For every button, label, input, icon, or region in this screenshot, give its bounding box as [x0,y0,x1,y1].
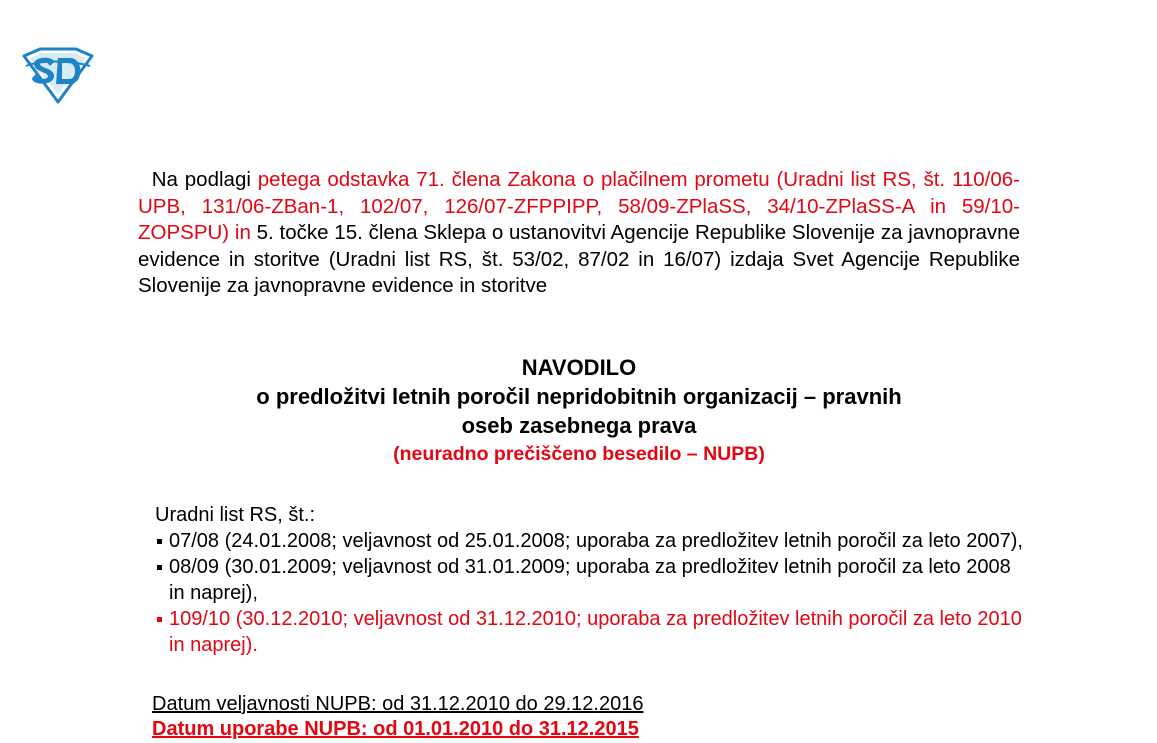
reference-item-text: 109/10 (30.12.2010; veljavnost od 31.12.2010; uporaba za predložitev letnih poročil za leto 2010 in naprej). [169,608,1022,656]
title-line-2: o predložitvi letnih poročil nepridobitnih organizacij – pravnih [256,384,902,409]
bullet-icon [157,539,162,544]
reference-item [155,528,1025,554]
references-list [155,528,1025,658]
usage-date: Datum uporabe NUPB: od 01.01.2010 do 31.12.2015 [152,718,639,740]
bullet-icon [157,617,162,622]
title-line-3: oseb zasebnega prava [461,413,697,438]
intro-paragraph [138,167,1020,300]
sd-logo-icon [20,46,96,106]
validity-date: Datum veljavnosti NUPB: od 31.12.2010 do 29.12.2016 [152,693,644,715]
document-title [138,354,1020,468]
reference-item-text: 08/09 (30.01.2009; veljavnost od 31.01.2009; uporaba za predložitev letnih poročil za leto 2008 in naprej), [169,556,1011,604]
title-subtitle: (neuradno prečiščeno besedilo – NUPB) [393,443,765,465]
dates-section [152,692,643,742]
intro-text-end: 5. točke 15. člena Sklepa o ustanovitvi Agencije Republike Slovenije za javnopravne evidence in storitve (Uradni list RS, št. 53/02, 87/02 in 16/07) izdaja Svet Agencije Republike Slovenije za javnopravne evidence in storitve [138,221,1020,297]
intro-text-start: Na podlagi [151,168,258,191]
reference-item-text: 07/08 (24.01.2008; veljavnost od 25.01.2008; uporaba za predložitev letnih poročil za leto 2007), [169,530,1023,552]
title-line-1: NAVODILO [521,355,637,380]
reference-item [155,606,1025,658]
references-section [155,502,1025,658]
sd-logo [20,46,96,106]
reference-item [155,554,1025,606]
bullet-icon [157,565,162,570]
references-heading: Uradni list RS, št.: [155,504,316,526]
intro-law-reference: petega odstavka 71. člena Zakona o plačilnem prometu (Uradni list RS, št. 110/06-UPB, 131/06-ZBan-1, 102/07, 126/07-ZFPPIPP, 58/09-ZPlaSS, 34/10-ZPlaSS-A in 59/10-ZOPSPU) in [138,168,1020,244]
